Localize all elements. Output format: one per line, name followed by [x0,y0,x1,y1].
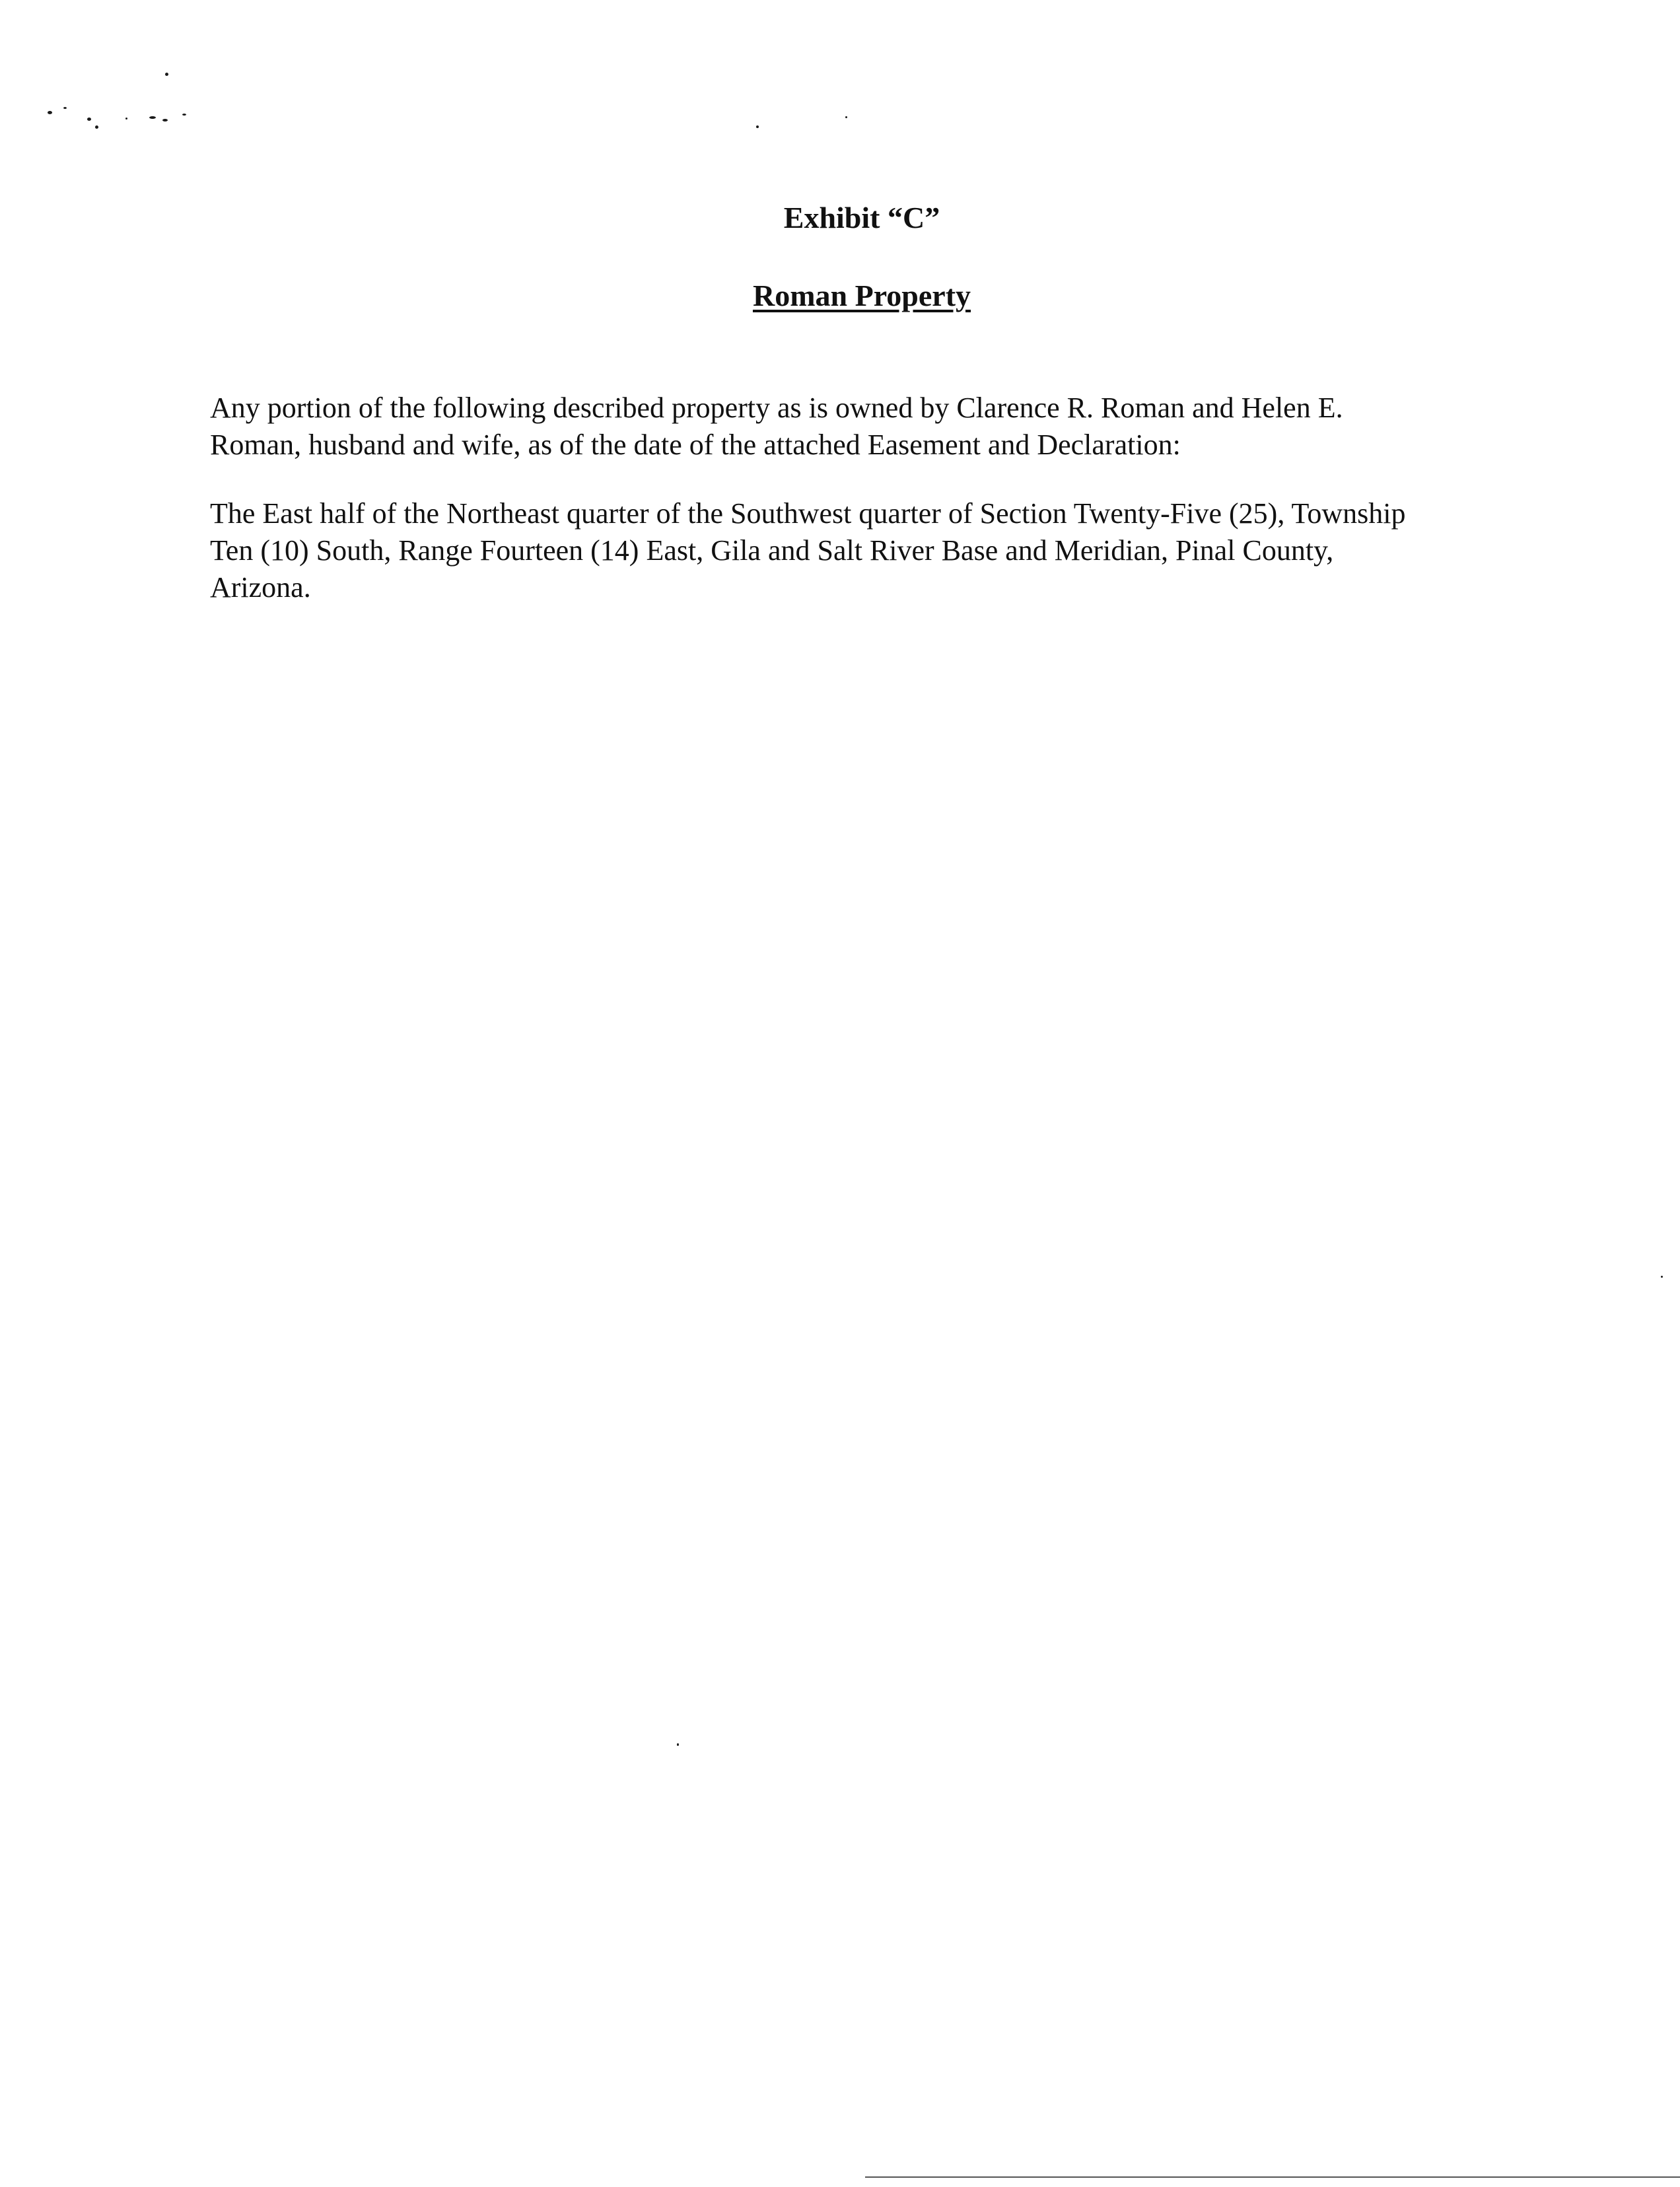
scan-speck [182,114,186,116]
scan-speck [677,1743,679,1746]
scan-speck [845,116,847,118]
scan-speck [1661,1276,1663,1278]
exhibit-subtitle: Roman Property [752,279,971,312]
bottom-edge-line [865,2176,1680,2178]
scan-speck [63,107,67,109]
scan-speck [48,111,52,114]
scan-speck [149,116,156,119]
exhibit-title: Exhibit “C” [783,201,940,234]
ownership-paragraph: Any portion of the following described property as is owned by Clarence R. Roman and Helen E. Roman, husband and wife, as of the date of the attached Easement and Declaration: [210,392,1343,461]
scan-speck [756,125,759,128]
scan-speck [162,119,168,122]
legal-description-paragraph: The East half of the Northeast quarter of the Southwest quarter of Section Twenty-Five (25), Township Ten (10) South, Range Fourteen (14) East, Gila and Salt River Base and Meridian, Pinal County, Arizona. [210,497,1406,604]
scan-speck [87,118,91,121]
scan-speck [125,118,127,120]
scan-speck [165,73,168,76]
scan-speck [95,125,98,129]
